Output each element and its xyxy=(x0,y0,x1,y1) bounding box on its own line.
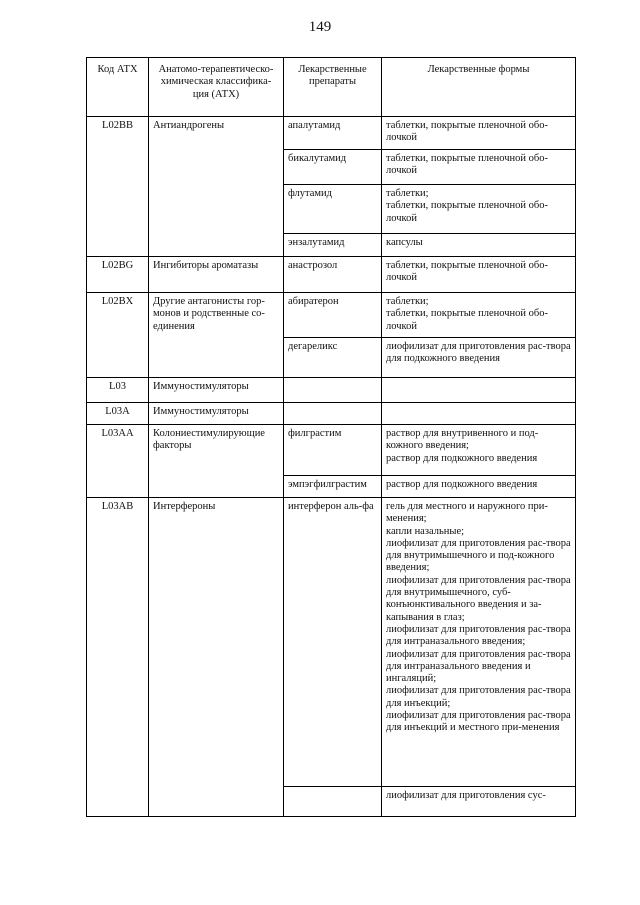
drug-cell xyxy=(284,378,382,403)
table-row xyxy=(87,378,576,403)
drug-cell: абиратерон xyxy=(284,293,382,338)
atc-table xyxy=(86,57,576,817)
header-code: Код АТХ xyxy=(87,58,149,117)
header-classification: Анатомо-терапевтическо-химическая классифика-ция (АТХ) xyxy=(149,58,284,117)
drug-cell: интерферон аль-фа xyxy=(284,498,382,787)
dosage-form-cell: таблетки; таблетки, покрытые пленочной обо-лочкой xyxy=(382,185,576,234)
table-row xyxy=(87,257,576,293)
atc-code-cell: L02BX xyxy=(87,293,149,378)
table-row xyxy=(87,498,576,787)
drug-cell: энзалутамид xyxy=(284,234,382,257)
drug-cell xyxy=(284,787,382,817)
dosage-form-cell xyxy=(382,378,576,403)
dosage-form-cell: лиофилизат для приготовления сус- xyxy=(382,787,576,817)
classification-cell: Интерфероны xyxy=(149,498,284,817)
atc-code-cell: L03AA xyxy=(87,425,149,498)
atc-code-cell: L02BB xyxy=(87,117,149,257)
dosage-form-cell: раствор для внутривенного и под-кожного введения; раствор для подкожного введения xyxy=(382,425,576,476)
table-row xyxy=(87,425,576,476)
drug-cell: дегареликс xyxy=(284,338,382,378)
classification-cell: Иммуностимуляторы xyxy=(149,403,284,425)
drug-cell xyxy=(284,403,382,425)
dosage-form-cell: таблетки, покрытые пленочной обо-лочкой xyxy=(382,257,576,293)
header-forms: Лекарственные формы xyxy=(382,58,576,117)
drug-cell: эмпэгфилграстим xyxy=(284,476,382,498)
dosage-form-cell: гель для местного и наружного при-менения; капли назальные; лиофилизат для приготовления рас-твора для внутримышечного и под-кожного введения; лиофилизат для приготовления рас-твора для внутримышечного, суб-конъюнктивального введения и за-капывания в глаз; лиофилизат для приготовления рас-твора для интраназального введения; лиофилизат для приготовления рас-твора для интраназального введения и ингаляций; лиофилизат для приготовления рас-твора для инъекций; лиофилизат для приготовления рас-твора для инъекций и местного при-менения xyxy=(382,498,576,787)
dosage-form-cell xyxy=(382,403,576,425)
dosage-form-cell: таблетки, покрытые пленочной обо-лочкой xyxy=(382,150,576,185)
drug-cell: апалутамид xyxy=(284,117,382,150)
drug-cell: флутамид xyxy=(284,185,382,234)
classification-cell: Антиандрогены xyxy=(149,117,284,257)
dosage-form-cell: таблетки, покрытые пленочной обо-лочкой xyxy=(382,117,576,150)
atc-code-cell: L02BG xyxy=(87,257,149,293)
drug-cell: филграстим xyxy=(284,425,382,476)
atc-code-cell: L03A xyxy=(87,403,149,425)
dosage-form-cell: капсулы xyxy=(382,234,576,257)
dosage-form-cell: таблетки; таблетки, покрытые пленочной обо-лочкой xyxy=(382,293,576,338)
table-row xyxy=(87,403,576,425)
table-row xyxy=(87,293,576,338)
classification-cell: Другие антагонисты гор-монов и родственные со-единения xyxy=(149,293,284,378)
atc-code-cell: L03 xyxy=(87,378,149,403)
table-header xyxy=(87,58,576,117)
table-row xyxy=(87,117,576,150)
dosage-form-cell: раствор для подкожного введения xyxy=(382,476,576,498)
classification-cell: Иммуностимуляторы xyxy=(149,378,284,403)
classification-cell: Колониестимулирующие факторы xyxy=(149,425,284,498)
classification-cell: Ингибиторы ароматазы xyxy=(149,257,284,293)
page-number: 149 xyxy=(308,19,332,35)
atc-code-cell: L03AB xyxy=(87,498,149,817)
table-body xyxy=(87,117,576,817)
header-drugs: Лекарственные препараты xyxy=(284,58,382,117)
drug-cell: бикалутамид xyxy=(284,150,382,185)
dosage-form-cell: лиофилизат для приготовления рас-твора для подкожного введения xyxy=(382,338,576,378)
drug-cell: анастрозол xyxy=(284,257,382,293)
